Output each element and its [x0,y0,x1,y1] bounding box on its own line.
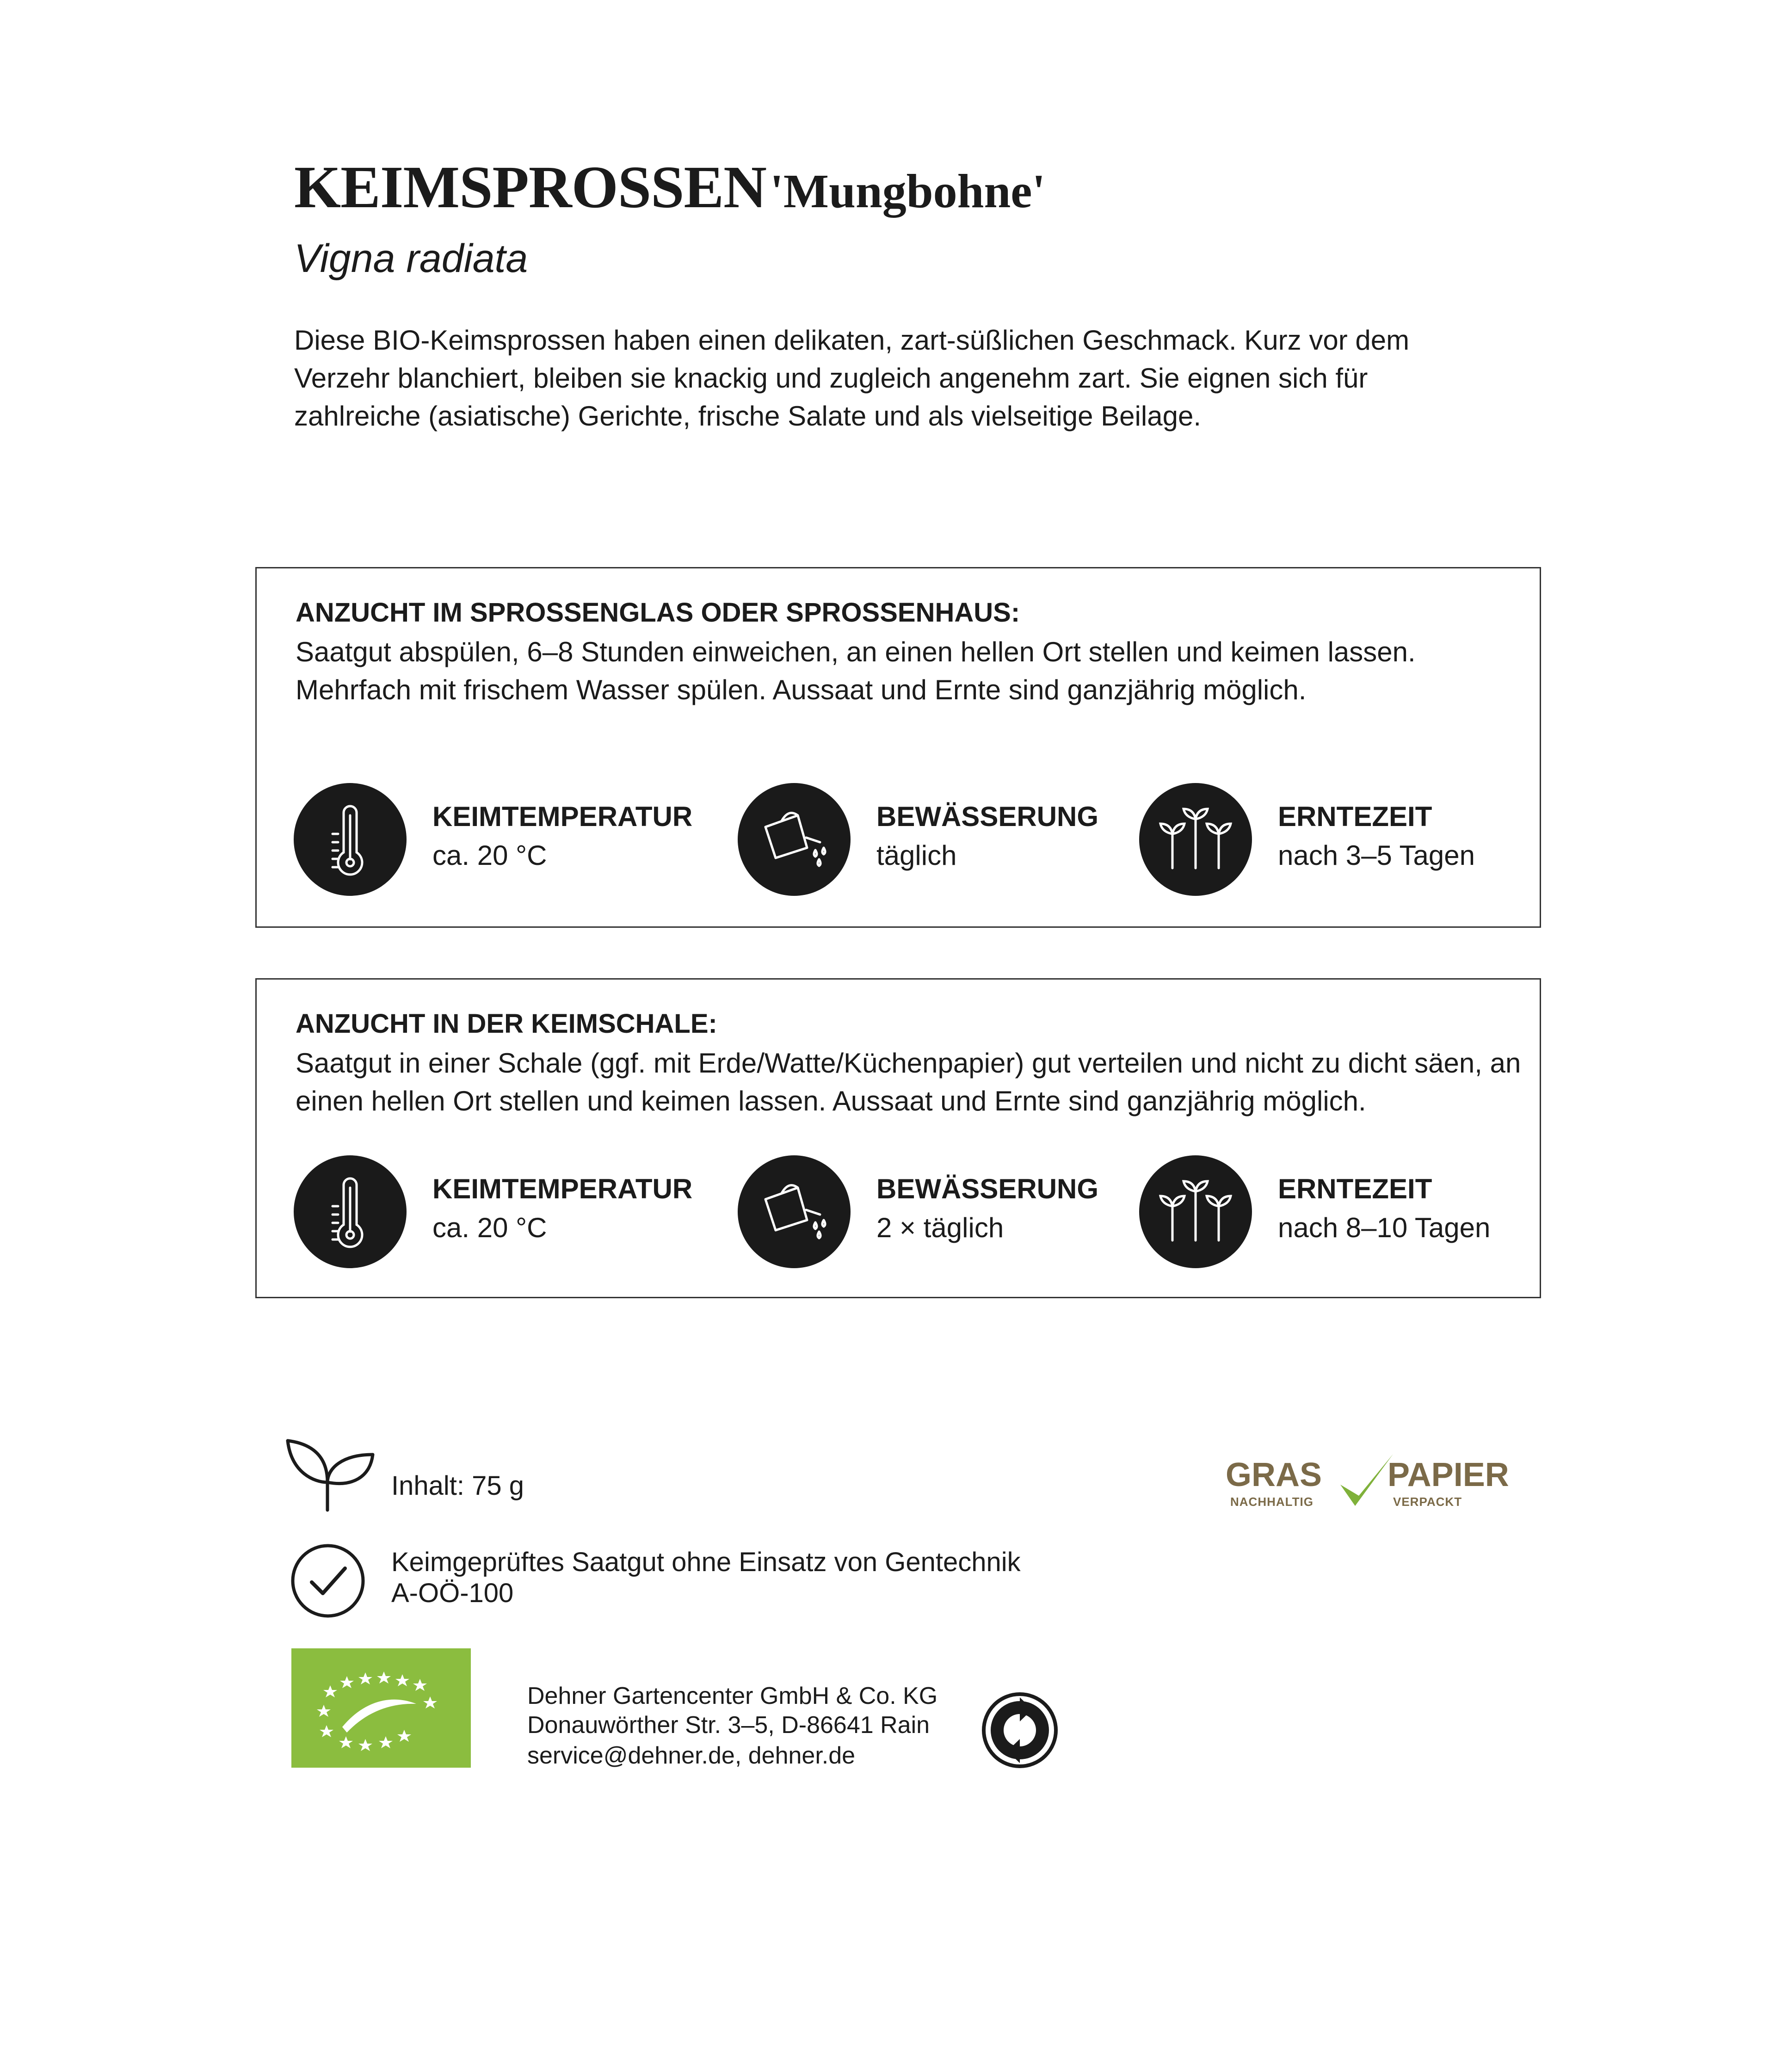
watering-can-icon [738,1155,851,1268]
sprouts-icon [1139,1155,1252,1268]
section-text: Saatgut in einer Schale (ggf. mit Erde/Watte/Küchenpapier) gut verteilen und nicht zu dicht säen, an einen hellen Ort stellen und keimen lassen. Aussaat und Ernte sind ganzjährig möglich. [296,1048,1521,1116]
feature-value: 2 × täglich [876,1212,1004,1243]
feature-watering [738,1155,1108,1268]
company-line: Dehner Gartencenter GmbH & Co. KG [527,1683,938,1709]
feature-temperature [294,1155,710,1268]
feature-label: ERNTEZEIT [1278,1173,1432,1204]
graspapier-logo [1226,1456,1512,1525]
feature-value: nach 3–5 Tagen [1278,840,1475,871]
feature-harvest [1139,1155,1518,1268]
feature-value: ca. 20 °C [432,840,547,871]
germination-tray-section [255,978,1541,1298]
company-contact: service@dehner.de, dehner.de [527,1742,856,1769]
feature-value: ca. 20 °C [432,1212,547,1243]
content-amount: Inhalt: 75 g [391,1471,524,1501]
watering-can-icon [738,783,851,896]
feature-watering [738,783,1108,896]
sprouts-icon [1139,783,1252,896]
feature-harvest [1139,783,1518,896]
sprout-jar-section [255,567,1541,928]
product-title [294,154,1046,221]
feature-label: ERNTEZEIT [1278,801,1432,832]
eu-organic-leaf-logo [291,1648,471,1768]
checkmark-circle-icon [290,1542,366,1619]
thermometer-icon [294,783,407,896]
product-variety: 'Mungbohne' [770,165,1046,218]
leaves-icon [282,1436,379,1515]
logo-text-nachhaltig: NACHHALTIG [1230,1495,1314,1509]
feature-label: BEWÄSSERUNG [876,801,1099,832]
seed-note-line1: Keimgeprüftes Saatgut ohne Einsatz von Gentechnik [391,1547,1021,1577]
product-name: KEIMSPROSSEN [294,154,767,221]
feature-value: nach 8–10 Tagen [1278,1212,1491,1243]
feature-label: BEWÄSSERUNG [876,1173,1099,1204]
green-dot-recycling-icon [980,1691,1059,1770]
feature-temperature [294,783,710,896]
seed-note-line2: A-OÖ-100 [391,1578,514,1608]
thermometer-icon [294,1155,407,1268]
checkmark-icon [1337,1451,1397,1516]
logo-text-gras: GRAS [1226,1456,1322,1493]
section-heading: ANZUCHT IN DER KEIMSCHALE: [296,1009,717,1039]
feature-label: KEIMTEMPERATUR [432,801,693,832]
feature-value: täglich [876,840,957,871]
product-description: Diese BIO-Keimsprossen haben einen delikaten, zart-süßlichen Geschmack. Kurz vor dem Verzehr blanchiert, bleiben sie knackig und zugleich angenehm zart. Sie eignen sich für zahlreiche (asiatische) Gerichte, frische Salate und als vielseitige Beilage. [294,325,1410,432]
company-address: Donauwörther Str. 3–5, D-86641 Rain [527,1712,930,1739]
feature-label: KEIMTEMPERATUR [432,1173,693,1204]
section-text: Saatgut abspülen, 6–8 Stunden einweichen, an einen hellen Ort stellen und keimen lassen. Mehrfach mit frischem Wasser spülen. Aussaat und Ernte sind ganzjährig möglich. [296,636,1416,705]
company-name [527,1681,937,1711]
logo-text-papier: PAPIER [1388,1456,1509,1493]
logo-text-verpackt: VERPACKT [1393,1495,1462,1509]
section-heading: ANZUCHT IM SPROSSENGLAS ODER SPROSSENHAUS: [296,598,1020,628]
latin-name: Vigna radiata [294,236,528,281]
